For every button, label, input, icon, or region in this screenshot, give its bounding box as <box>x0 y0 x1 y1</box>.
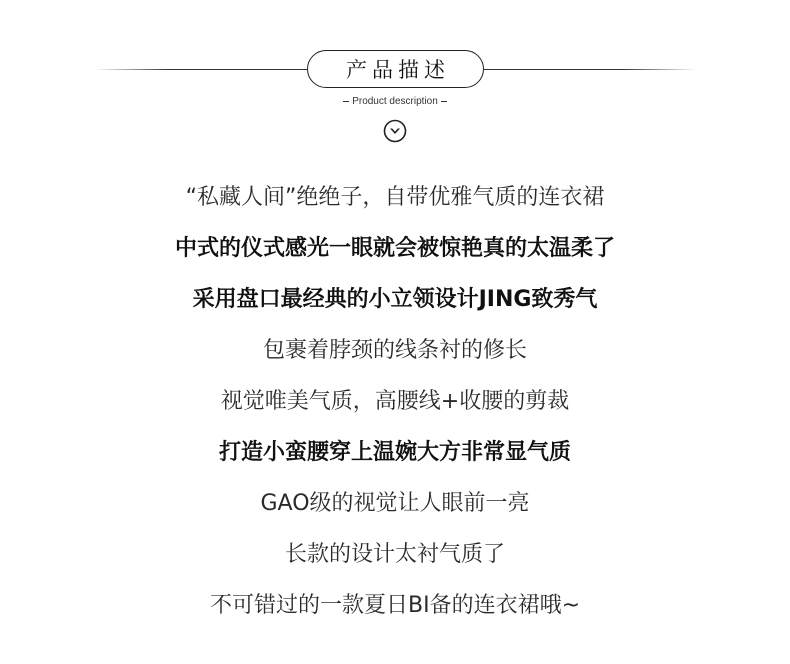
description-line: GAO级的视觉让人眼前一亮 <box>260 491 530 516</box>
subtitle-dash-left <box>343 101 349 102</box>
description-line: 长款的设计太衬气质了 <box>284 542 505 567</box>
title-pill <box>307 50 484 88</box>
description-line: 包裹着脖颈的线条衬的修长 <box>262 338 527 363</box>
section-title: 产品描述 <box>346 58 450 82</box>
section-header <box>0 0 790 150</box>
subtitle-dash-right <box>441 101 447 102</box>
description-line: 视觉唯美气质，高腰线+收腰的剪裁 <box>220 389 570 414</box>
header-rule-left <box>95 69 307 70</box>
section-subtitle: Product description <box>352 96 438 107</box>
chevron-down-circle-icon <box>383 119 407 143</box>
section-subtitle-row <box>0 96 790 107</box>
description-lines <box>0 176 790 635</box>
description-line: 不可错过的一款夏日BI备的连衣裙哦~ <box>209 593 581 618</box>
description-line: “私藏人间”绝绝子，自带优雅气质的连衣裙 <box>185 185 605 210</box>
description-line: 采用盘口最经典的小立领设计JING致秀气 <box>192 287 598 312</box>
header-rule-right <box>484 69 696 70</box>
description-line: 打造小蛮腰穿上温婉大方非常显气质 <box>218 440 571 465</box>
description-line: 中式的仪式感光一眼就会被惊艳真的太温柔了 <box>174 236 615 261</box>
